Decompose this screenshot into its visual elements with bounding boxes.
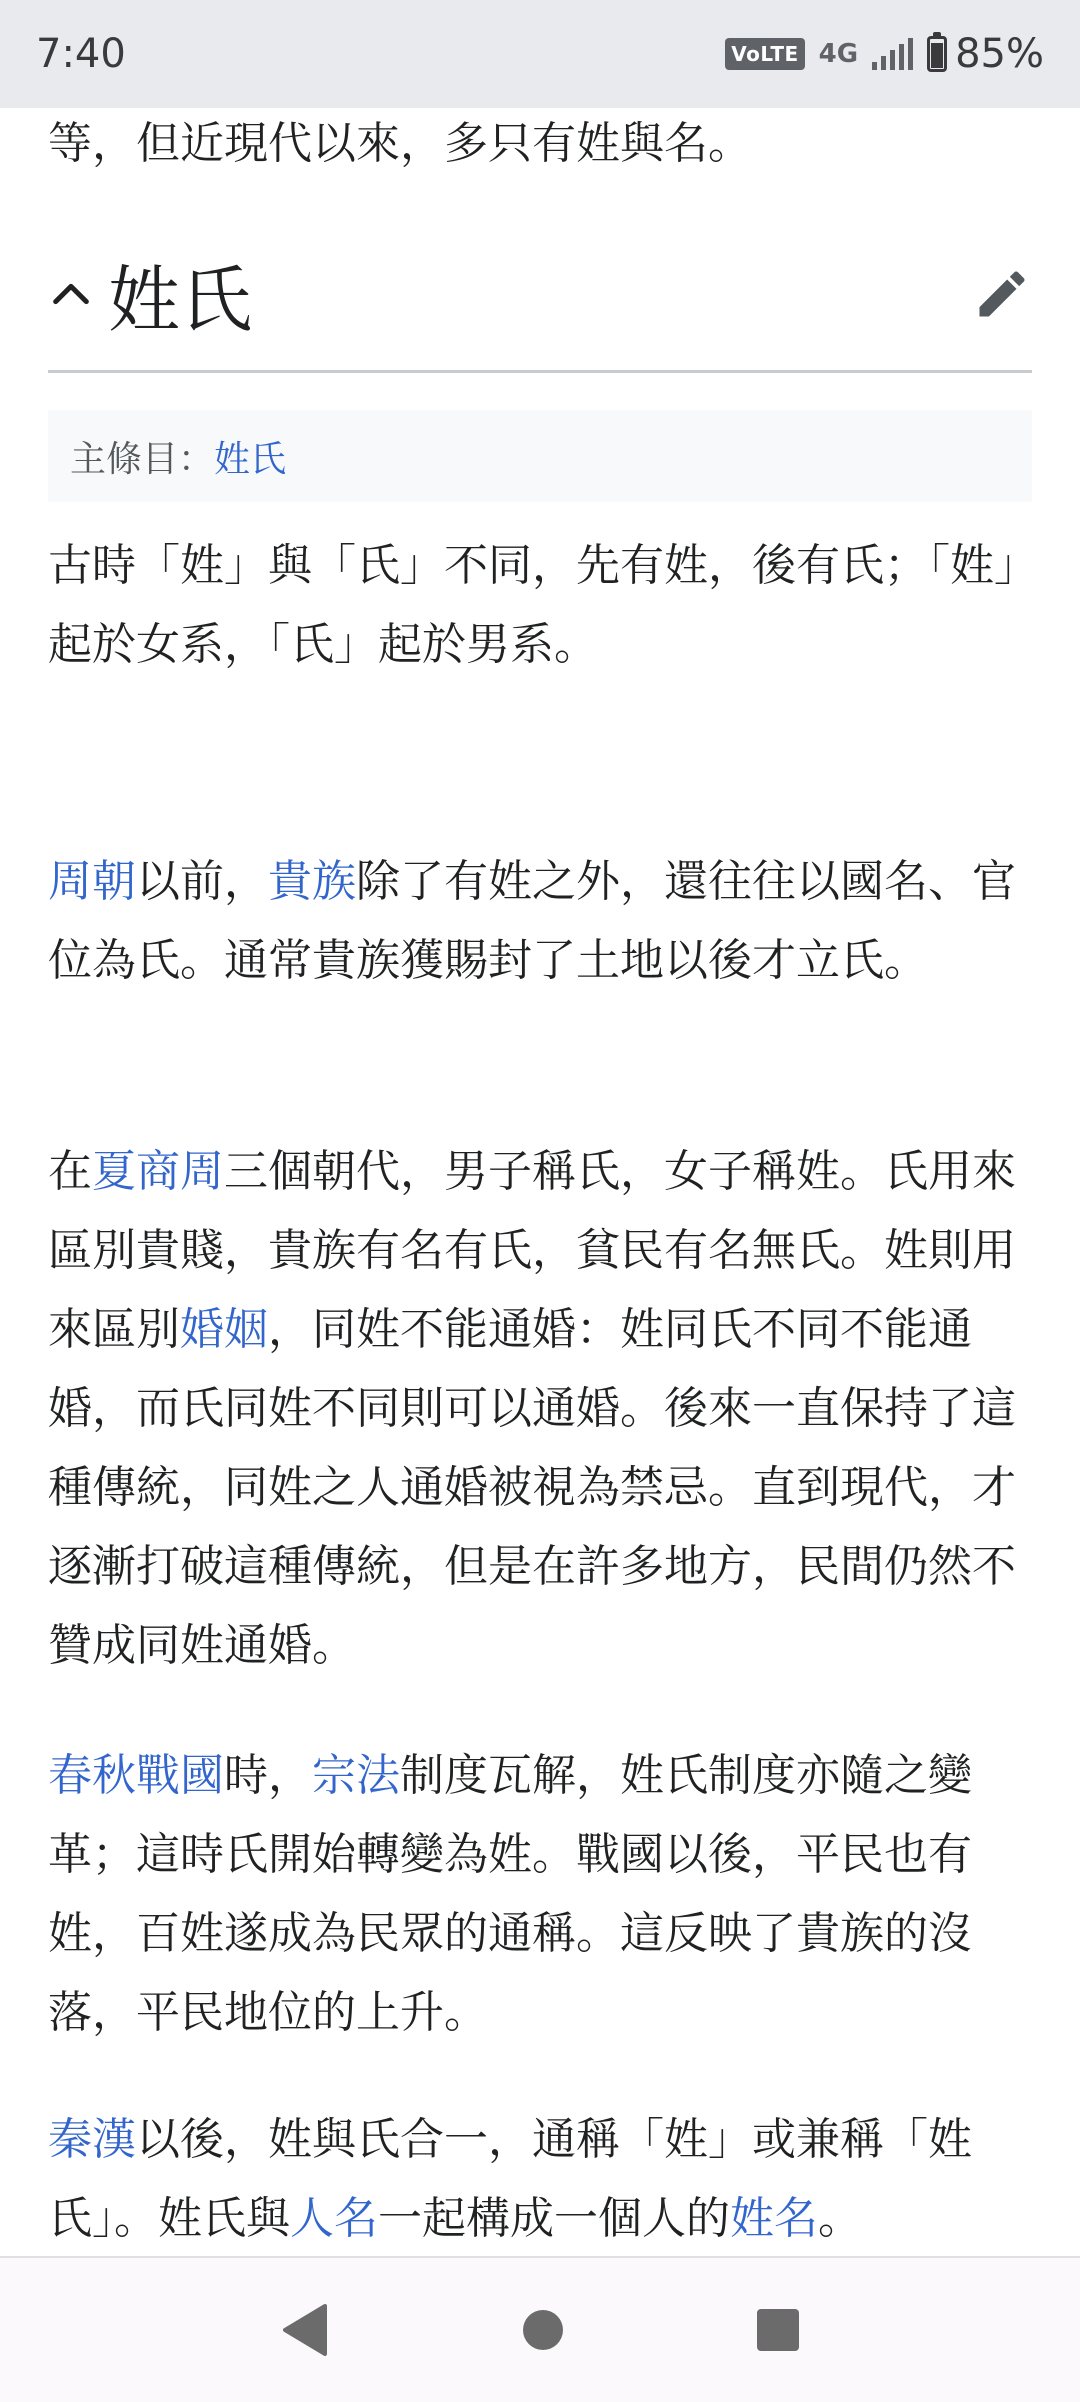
text-span: 制度瓦解，姓氏制度亦隨之變革；這時氏開始轉變為姓。戰國以後，平民也有姓，百姓遂成為民眾的通稱。這反映了貴族的沒落，平民地位的上升。 bbox=[48, 1750, 972, 2038]
battery-level: 85% bbox=[955, 31, 1044, 77]
paragraph-5 bbox=[48, 2100, 1032, 2258]
battery-indicator bbox=[927, 31, 1044, 77]
chevron-up-icon[interactable] bbox=[48, 271, 94, 317]
text-span: 。 bbox=[818, 2193, 862, 2244]
link-clan-system[interactable]: 宗法 bbox=[312, 1750, 400, 1801]
paragraph-2 bbox=[48, 842, 1032, 1000]
heading-divider bbox=[48, 370, 1032, 373]
previous-paragraph-tail: 等，但近現代以來，多只有姓與名。 bbox=[48, 118, 752, 169]
paragraph-4 bbox=[48, 1736, 1032, 2052]
system-navigation-bar bbox=[0, 2256, 1080, 2402]
link-xia-shang-zhou[interactable]: 夏商周 bbox=[92, 1146, 224, 1197]
status-time: 7:40 bbox=[36, 31, 126, 77]
status-bar bbox=[0, 0, 1080, 108]
text-span: 以前， bbox=[136, 856, 268, 907]
paragraph-3 bbox=[48, 1132, 1032, 1685]
network-type-icon: 4G bbox=[818, 39, 859, 69]
text-span: ，同姓不能通婚：姓同氏不同不能通婚，而氏同姓不同則可以通婚。後來一直保持了這種傳統，同姓之人通婚被視為禁忌。直到現代，才逐漸打破這種傳統，但是在許多地方，民間仍然不贊成同姓通婚。 bbox=[48, 1304, 1016, 1671]
status-icons bbox=[725, 31, 1044, 77]
link-nobility[interactable]: 貴族 bbox=[268, 856, 356, 907]
link-personal-name[interactable]: 人名 bbox=[290, 2193, 378, 2244]
text-span: 在 bbox=[48, 1146, 92, 1197]
link-qin-han[interactable]: 秦漢 bbox=[48, 2114, 136, 2165]
hatnote-link[interactable]: 姓氏 bbox=[214, 438, 287, 480]
pencil-icon[interactable] bbox=[972, 264, 1032, 324]
home-circle-icon[interactable] bbox=[521, 2308, 565, 2352]
hatnote bbox=[48, 410, 1032, 502]
link-marriage[interactable]: 婚姻 bbox=[180, 1304, 268, 1355]
text-span: 一起構成一個人的 bbox=[378, 2193, 730, 2244]
section-title: 姓氏 bbox=[108, 258, 253, 342]
section-heading[interactable] bbox=[48, 228, 1032, 360]
text-span: 時， bbox=[224, 1750, 312, 1801]
recents-square-icon[interactable] bbox=[755, 2307, 801, 2353]
link-spring-autumn-warring-states[interactable]: 春秋戰國 bbox=[48, 1750, 224, 1801]
text-span: 以後，姓與氏合一，通稱「姓」或兼稱「姓氏」。姓氏與 bbox=[48, 2114, 972, 2244]
link-full-name[interactable]: 姓名 bbox=[730, 2193, 818, 2244]
back-triangle-icon[interactable] bbox=[279, 2302, 331, 2358]
volte-icon: VoLTE bbox=[725, 38, 804, 70]
text-span: 三個朝代，男子稱氏，女子稱姓。氏用來區別貴賤，貴族有名有氏，貧民有名無氏。姓則用來區別 bbox=[48, 1146, 1016, 1355]
link-zhou-dynasty[interactable]: 周朝 bbox=[48, 856, 136, 907]
battery-icon bbox=[927, 36, 947, 72]
text-span: 除了有姓之外，還往往以國名、官位為氏。通常貴族獲賜封了土地以後才立氏。 bbox=[48, 856, 1016, 986]
hatnote-prefix: 主條目： bbox=[70, 438, 215, 480]
paragraph-1: 古時「姓」與「氏」不同，先有姓，後有氏；「姓」起於女系，「氏」起於男系。 bbox=[48, 540, 1016, 670]
signal-icon bbox=[872, 38, 913, 70]
